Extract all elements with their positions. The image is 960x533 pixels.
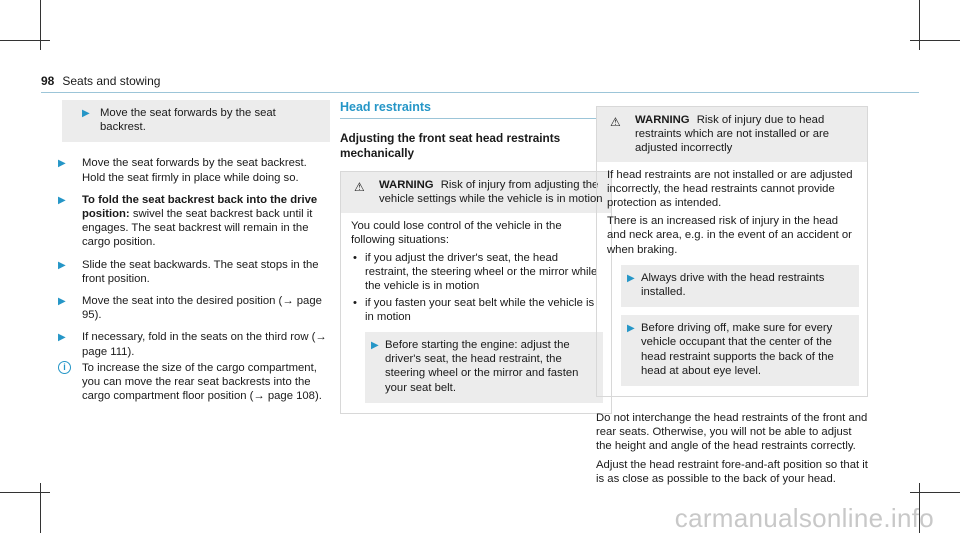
section-title: Head restraints bbox=[340, 100, 612, 119]
step bbox=[58, 330, 330, 358]
arrow-icon: ▶ bbox=[627, 323, 635, 335]
body-paragraph: Adjust the head restraint fore-and-aft position so that it is as close as possible to the back of your head. bbox=[596, 458, 868, 485]
crop-mark bbox=[910, 40, 960, 41]
warning-step bbox=[365, 332, 603, 403]
warning-step bbox=[621, 315, 859, 386]
warning-icon: ⚠ bbox=[354, 180, 365, 195]
step-heading: To fold the seat backrest back into the drive position: bbox=[82, 193, 318, 221]
warning-body bbox=[341, 213, 611, 413]
arrow-icon: ▶ bbox=[82, 108, 90, 119]
warning-header bbox=[341, 172, 611, 212]
arrow-icon: ▶ bbox=[58, 194, 66, 206]
warning-bullets bbox=[351, 251, 603, 324]
arrow-icon: ▶ bbox=[58, 259, 66, 271]
subsection-title: Adjusting the front seat head restraints mechanically bbox=[340, 131, 561, 161]
warning-paragraph: There is an increased risk of injury in the head and neck area, e.g. in the event of an accident or when braking. bbox=[607, 215, 852, 256]
warning-intro: You could lose control of the vehicle in the following situations: bbox=[351, 219, 562, 246]
warning-paragraph: If head restraints are not installed or are adjusted incorrectly, the head restraints cannot provide protection as intended. bbox=[607, 168, 853, 210]
header-rule bbox=[41, 92, 919, 93]
warning-header bbox=[597, 107, 867, 162]
warning-label: WARNING bbox=[379, 179, 434, 192]
crop-mark bbox=[40, 0, 41, 50]
page-number: 98 bbox=[41, 74, 55, 88]
column-middle bbox=[340, 100, 612, 414]
warning-title: Risk of injury due to head restraints which are not installed or are adjusted incorrectly bbox=[635, 114, 830, 155]
warning-title: Risk of injury from adjusting the vehicle settings while the vehicle is in motion bbox=[379, 179, 603, 206]
arrow-icon: ▶ bbox=[58, 332, 66, 344]
step bbox=[58, 294, 330, 322]
step-text: If necessary, fold in the seats on the third row (→ page 111). bbox=[82, 331, 327, 358]
info-icon: i bbox=[58, 361, 71, 374]
step-text: Move the seat forwards by the seat backrest. bbox=[100, 107, 276, 134]
step bbox=[58, 258, 330, 286]
warning-box bbox=[596, 106, 868, 397]
step-text: Before starting the engine: adjust the driver's seat, the head restraint, the steering wheel or the mirror and fasten your seat belt. bbox=[385, 339, 579, 394]
bullet-item: • if you adjust the driver's seat, the head restraint, the steering wheel or the mirror while the vehicle is in motion bbox=[365, 251, 603, 294]
step bbox=[58, 193, 330, 250]
column-right bbox=[596, 106, 868, 490]
step-text: swivel the seat backrest back until it engages. The seat backrest will remain in the cargo position. bbox=[82, 208, 313, 249]
body-paragraph: Do not interchange the head restraints of the front and rear seats. Otherwise, you will not be able to adjust the height and angle of the head restraints correctly. bbox=[596, 412, 868, 453]
page-section-title: Seats and stowing bbox=[62, 74, 161, 88]
column-left bbox=[58, 100, 330, 403]
step-text: Before driving off, make sure for every vehicle occupant that the center of the head restraint supports the back of the head at about eye level. bbox=[641, 322, 834, 377]
arrow-icon: ▶ bbox=[627, 272, 635, 284]
warning-step bbox=[621, 265, 859, 307]
info-text: To increase the size of the cargo compartment, you can move the rear seat backrests into the cargo compartment floor position (→ page 108). bbox=[82, 361, 322, 403]
step bbox=[58, 156, 330, 184]
step-text: Always drive with the head restraints installed. bbox=[641, 271, 825, 299]
watermark: carmanualsonline.info bbox=[674, 502, 934, 533]
crop-mark bbox=[0, 40, 50, 41]
step-text: Move the seat into the desired position (→ page 95). bbox=[82, 295, 322, 322]
warning-body bbox=[597, 162, 867, 396]
info-note bbox=[58, 361, 330, 404]
step-box bbox=[62, 100, 330, 142]
arrow-icon: ▶ bbox=[371, 340, 379, 352]
crop-mark bbox=[910, 492, 960, 493]
warning-icon: ⚠ bbox=[610, 115, 621, 129]
crop-mark bbox=[0, 492, 50, 493]
step-text: Move the seat forwards by the seat backrest. Hold the seat firmly in place while doing so. bbox=[82, 157, 307, 184]
bullet-item: • if you fasten your seat belt while the vehicle is in motion bbox=[365, 296, 603, 324]
warning-label: WARNING bbox=[635, 114, 690, 126]
crop-mark bbox=[919, 0, 920, 50]
crop-mark bbox=[40, 483, 41, 533]
warning-box bbox=[340, 171, 612, 414]
arrow-icon: ▶ bbox=[58, 296, 66, 308]
arrow-icon: ▶ bbox=[58, 158, 66, 170]
page-header bbox=[41, 74, 160, 88]
step-text: Slide the seat backwards. The seat stops in the front position. bbox=[82, 258, 319, 285]
